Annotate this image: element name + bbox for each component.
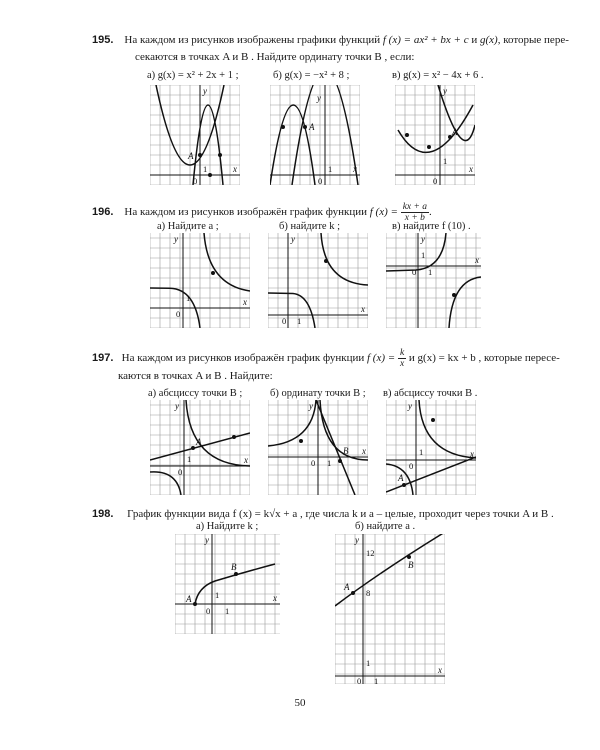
origin-label: 0 <box>412 267 417 277</box>
y-axis-label: y <box>317 93 321 103</box>
origin-label: 0 <box>409 461 414 471</box>
caption-195c: в) g(x) = x² − 4x + 6 . <box>392 70 484 81</box>
fraction <box>398 348 406 369</box>
caption-197c: в) абсциссу точки B . <box>383 388 478 399</box>
graph-197b <box>268 400 368 495</box>
x-axis-label: x <box>475 255 479 265</box>
y-axis-label: y <box>175 401 179 411</box>
y-axis-label: y <box>291 234 295 244</box>
y-axis-label: y <box>174 234 178 244</box>
point-a-label: A <box>309 122 315 132</box>
graph-197c <box>386 400 476 495</box>
caption-198b: б) найдите a . <box>355 521 416 532</box>
caption-197b: б) ординату точки B ; <box>270 388 366 399</box>
point-a-label: A <box>196 437 202 447</box>
problem-number: 196. <box>92 206 114 219</box>
unit-label: 1 <box>366 658 371 668</box>
y-axis-label: y <box>309 401 313 411</box>
fraction-denominator: x <box>399 359 405 369</box>
graph-196a <box>150 233 250 328</box>
unit-label: 1 <box>374 676 379 684</box>
problem-197-line1 <box>92 348 560 369</box>
origin-label: 0 <box>193 176 198 185</box>
y-axis-label: y <box>443 86 447 96</box>
graph-195b <box>270 85 360 185</box>
point-a-label: A <box>398 473 404 483</box>
x-axis-label: x <box>244 455 248 465</box>
fraction-numerator: kx + a <box>402 202 428 212</box>
graph-197a <box>150 400 250 495</box>
unit-label: 1 <box>443 156 448 166</box>
y-axis-label: y <box>421 234 425 244</box>
point-b-label: B <box>231 562 237 572</box>
unit-label: 1 <box>421 250 426 260</box>
x-axis-label: x <box>243 297 247 307</box>
graph-198b <box>335 534 445 684</box>
formula: g(x) <box>480 34 498 46</box>
y-axis-label: y <box>205 535 209 545</box>
caption-195a: а) g(x) = x² + 2x + 1 ; <box>147 70 239 81</box>
problem-number: 195. <box>92 34 114 46</box>
unit-label: 1 <box>428 267 433 277</box>
x-axis-label: x <box>362 446 366 456</box>
y-tick-8: 8 <box>366 588 371 598</box>
graph-198a <box>175 534 280 634</box>
problem-text: График функции вида f (x) = k√x + a , где числа k и a – целые, проходит через точки A и B . <box>127 508 554 520</box>
y-axis-label: y <box>203 86 207 96</box>
problem-text: и g(x) = kx + b , которые пересе- <box>406 352 560 365</box>
origin-label: 0 <box>282 316 287 326</box>
point-a-label: A <box>186 594 192 604</box>
page-number: 50 <box>294 697 306 709</box>
x-axis-label: x <box>470 449 474 459</box>
graph-195a <box>150 85 240 185</box>
fraction-denominator: x + b <box>404 213 425 223</box>
problem-number: 197. <box>92 352 114 365</box>
problem-text: На каждом из рисунков изображены графики функций <box>124 34 383 46</box>
unit-label: 1 <box>225 606 230 616</box>
problem-text: , которые пере- <box>497 34 569 46</box>
unit-label: 1 <box>215 590 220 600</box>
x-axis-label: x <box>361 304 365 314</box>
y-tick-12: 12 <box>366 548 375 558</box>
point-b-label: B <box>343 446 349 456</box>
problem-text: На каждом из рисунков изображён график функции <box>124 206 370 219</box>
x-axis-label: x <box>438 665 442 675</box>
origin-label: 0 <box>206 606 211 616</box>
origin-label: 0 <box>311 458 316 468</box>
origin-label: 0 <box>357 676 362 684</box>
problem-198-line <box>92 508 554 521</box>
origin-label: 0 <box>318 176 323 185</box>
graph-195c <box>395 85 475 185</box>
unit-label: 1 <box>297 316 302 326</box>
unit-label: 1 <box>419 447 424 457</box>
caption-196c: в) найдите f (10) . <box>392 221 471 232</box>
origin-label: 0 <box>176 309 181 319</box>
caption-196b: б) найдите k ; <box>279 221 340 232</box>
point-a-label: A <box>344 582 350 592</box>
x-axis-label: x <box>469 164 473 174</box>
unit-label: 1 <box>328 164 333 174</box>
formula: f (x) = <box>369 206 398 219</box>
point-a-label: A <box>452 127 458 137</box>
problem-text: и <box>468 34 480 46</box>
x-axis-label: x <box>353 164 357 174</box>
unit-label: 1 <box>187 454 192 464</box>
caption-198a: а) Найдите k ; <box>196 521 259 532</box>
problem-196-line: 196. На каждом из рисунков изображён график функции f (x) = $\frac{kx + a}{x + b}$ . <box>92 202 432 223</box>
formula: f (x) = ax² + bx + c <box>382 34 469 46</box>
problem-195-line1 <box>92 34 569 47</box>
x-axis-label: x <box>273 593 277 603</box>
formula: f (x) = <box>367 352 396 365</box>
fraction <box>401 202 429 223</box>
point-a-label: A <box>188 151 194 161</box>
y-axis-label: y <box>355 535 359 545</box>
problem-197-line2: каются в точках A и B . Найдите: <box>118 370 273 382</box>
caption-196a: а) Найдите a ; <box>157 221 219 232</box>
graph-196b <box>268 233 368 328</box>
unit-label: 1 <box>327 458 332 468</box>
origin-label: 0 <box>178 467 183 477</box>
graph-196c <box>386 233 481 328</box>
x-axis-label: x <box>233 164 237 174</box>
fraction-numerator: k <box>399 348 405 358</box>
point-b-label: B <box>408 560 414 570</box>
y-axis-label: y <box>408 401 412 411</box>
caption-197a: а) абсциссу точки B ; <box>148 388 243 399</box>
problem-text: На каждом из рисунков изображён график функции <box>121 352 367 365</box>
problem-195-line2: секаются в точках A и B . Найдите ординату точки B , если: <box>135 51 415 63</box>
unit-label: 1 <box>186 293 191 303</box>
problem-number: 198. <box>92 508 114 520</box>
origin-label: 0 <box>433 176 438 185</box>
caption-195b: б) g(x) = −x² + 8 ; <box>273 70 350 81</box>
unit-label: 1 <box>203 164 208 174</box>
